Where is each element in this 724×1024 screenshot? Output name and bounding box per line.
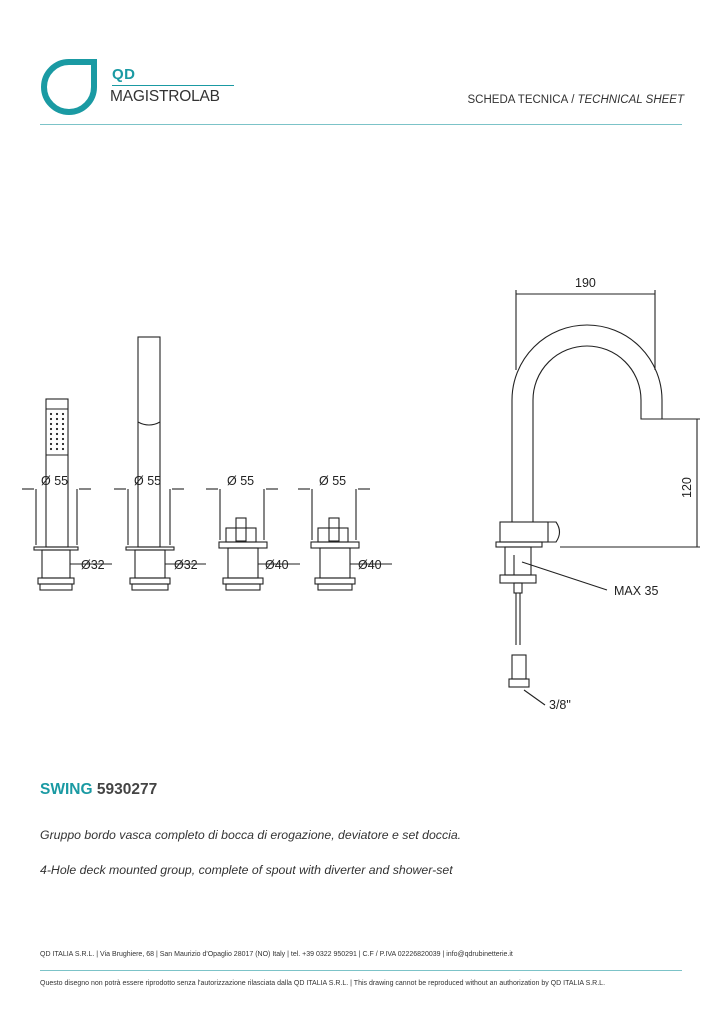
product-title xyxy=(40,781,157,799)
product-code: 5930277 xyxy=(96,781,158,798)
mixer-handle-component-1 xyxy=(206,489,300,590)
dim-55-d: Ø 55 xyxy=(319,474,347,488)
spout-side-view xyxy=(496,290,700,705)
dim-32-a: Ø32 xyxy=(81,558,105,572)
dim-max-35: MAX 35 xyxy=(614,584,659,598)
brand-short: QD xyxy=(112,66,136,83)
dim-32-b: Ø32 xyxy=(174,558,198,572)
dim-40-b: Ø40 xyxy=(358,558,382,572)
dim-190: 190 xyxy=(575,276,596,290)
sheet-title-separator: / xyxy=(571,94,575,106)
footer-company-info: QD ITALIA S.R.L. | Via Brughiere, 68 | San Maurizio d'Opaglio 28017 (NO) Italy | tel. +39 0322 950291 | C.F / P.IVA 02226820039 | info@qdrubinetterie.it xyxy=(40,951,513,958)
brand-name: MAGISTROLAB xyxy=(110,88,220,105)
sheet-title-it: SCHEDA TECNICA xyxy=(467,94,569,106)
shower-holder-component xyxy=(114,337,206,590)
dim-40-a: Ø40 xyxy=(265,558,289,572)
mixer-handle-component-2 xyxy=(298,489,392,590)
dim-55-c: Ø 55 xyxy=(227,474,255,488)
dim-55-b: Ø 55 xyxy=(134,474,162,488)
footer-disclaimer: Questo disegno non potrà essere riprodotto senza l'autorizzazione rilasciata dalla QD ITALIA S.R.L. | This drawing cannot be reproduced without an authorization by QD ITALIA S.R.L. xyxy=(40,980,606,987)
footer-rule xyxy=(40,970,682,971)
dim-55-a: Ø 55 xyxy=(41,474,69,488)
sheet-title-en: TECHNICAL SHEET xyxy=(577,94,684,106)
product-description-en: 4-Hole deck mounted group, complete of spout with diverter and shower-set xyxy=(40,863,453,877)
product-name: SWING xyxy=(40,781,93,798)
dim-thread: 3/8" xyxy=(549,698,571,712)
product-description-it: Gruppo bordo vasca completo di bocca di erogazione, deviatore e set doccia. xyxy=(40,828,462,842)
shower-nozzles xyxy=(50,413,64,450)
dim-120: 120 xyxy=(680,477,694,498)
